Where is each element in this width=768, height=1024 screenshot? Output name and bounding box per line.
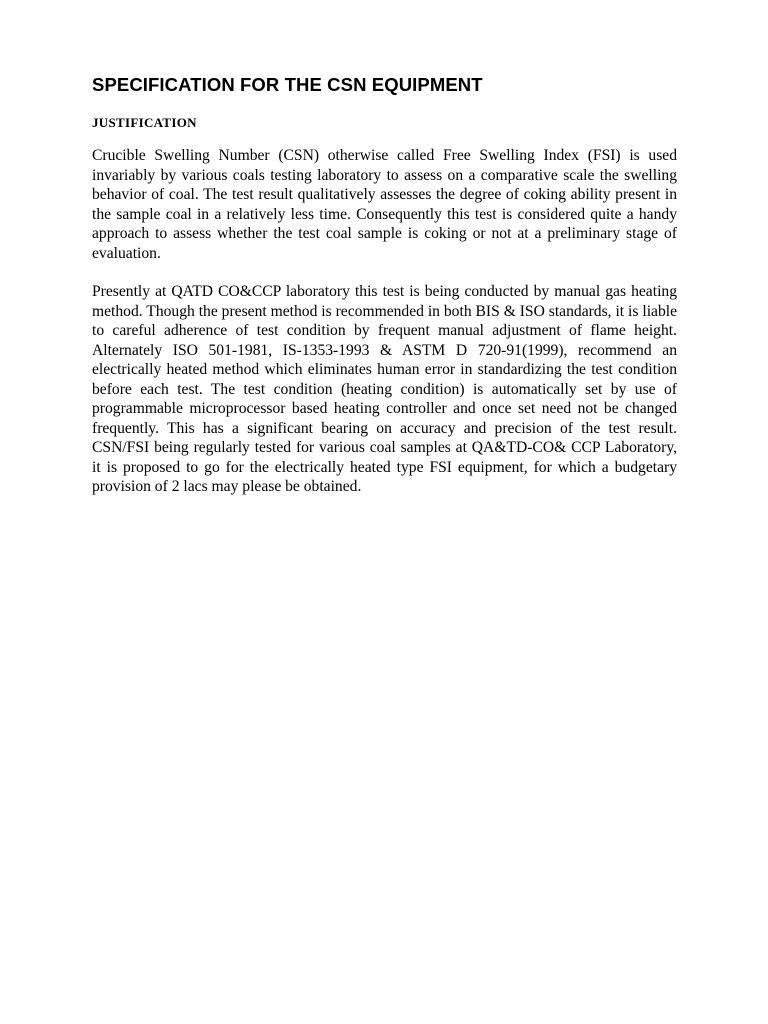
paragraph-equipment-proposal: Presently at QATD CO&CCP laboratory this test is being conducted by manual gas heating method. Though the present method is recommended in both BIS & ISO standards, it is liable to careful adherence of test condition by frequent manual adjustment of flame height. Alternately ISO 501-1981, IS-1353-1993 & ASTM D 720-91(1999), recommend an electrically heated method which eliminates human error in standardizing the test condition before each test. The test condition (heating condition) is automatically set by use of programmable microprocessor based heating controller and once set need not be changed frequently. This has a significant bearing on accuracy and precision of the test result. CSN/FSI being regularly tested for various coal samples at QA&TD-CO& CCP Laboratory, it is proposed to go for the electrically heated type FSI equipment, for which a budgetary provision of 2 lacs may please be obtained. <box>92 283 677 495</box>
paragraph-csn-overview: Crucible Swelling Number (CSN) otherwise called Free Swelling Index (FSI) is used invariably by various coals testing laboratory to assess on a comparative scale the swelling behavior of coal. The test result qualitatively assesses the degree of coking ability present in the sample coal in a relatively less time. Consequently this test is considered quite a handy approach to assess whether the test coal sample is coking or not at a preliminary stage of evaluation. <box>92 147 677 262</box>
section-heading-justification: JUSTIFICATION <box>92 115 197 130</box>
document-page <box>92 74 677 497</box>
document-title: SPECIFICATION FOR THE CSN EQUIPMENT <box>92 74 483 95</box>
